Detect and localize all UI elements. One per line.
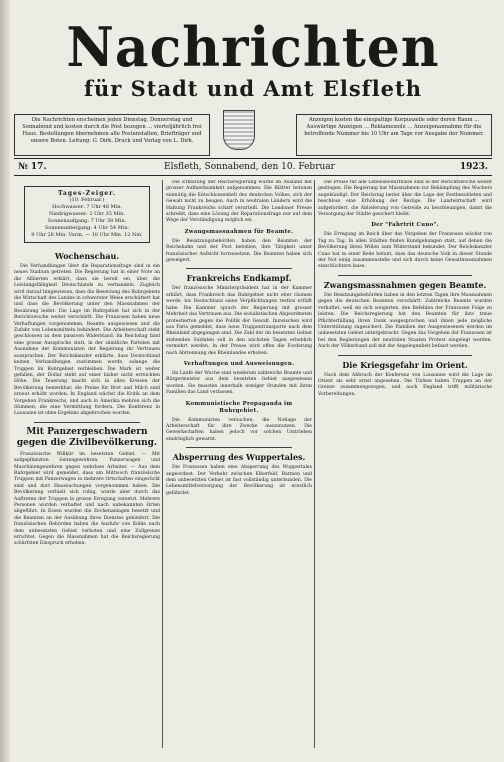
tages-zeiger-box xyxy=(24,186,150,243)
year: 1923. xyxy=(459,162,488,172)
tages-zeiger-line: (10. Februar.) xyxy=(69,197,105,203)
coat-of-arms-icon xyxy=(223,110,255,150)
issue-number: № 17. xyxy=(18,162,47,172)
tages-zeiger-line: Sonnenuntergang: 4 Uhr 54 Min. xyxy=(44,225,130,231)
article-text: Die Verhandlungen über die Reparationsfrage sind in ein neues Stadium getreten. Die Regierung hat in einer Note an die Alliierten erklärt, dass sie bereit sei, über die Leistungsfähigkeit Deutschlands zu verhandeln. Zugleich wird darauf hingewiesen, dass die Besetzung des Ruhrgebiets die Wirtschaft des Landes in schwerster Weise erschüttert hat und dass die Bevölkerung unter den Massnahmen der Besatzung leidet. Die Lage im Ruhrgebiet hat sich in der Berichtswoche weiter verschärft. Die Franzosen haben neue Verhaftungen vorgenommen, Beamte ausgewiesen und die Zufuhr von Lebensmitteln behindert. Die Arbeiterschaft steht geschlossen zu dem passiven Widerstand. Im Reichstag fand eine grosse Aussprache statt, in der sämtliche Parteien mit Ausnahme der Kommunisten der Regierung ihr Vertrauen aussprachen. Der Reichskanzler erklärte, dass Deutschland keinen Verhandlungen zustimmen werde, solange die Truppen im Ruhrgebiet verbleiben. Die Mark ist weiter gefallen, der Dollar steht auf einer bisher nicht erreichten Höhe. Die Teuerung macht sich in allen Kreisen der Bevölkerung bemerkbar, die Preise für Brot und Milch sind erneut erhöht worden. In England wächst die Kritik an dem Vorgehen Frankreichs, und auch in Amerika mehren sich die Stimmen, die eine Vermittlung fordern. Die Konferenz in Lausanne ist ohne Ergebnis abgebrochen worden. xyxy=(14,264,160,417)
column-1 xyxy=(14,180,160,748)
divider xyxy=(186,447,292,448)
advertising-info-box: Anzeigen kosten die einspaltige Korpuszeile oder deren Raum ... Auswärtige Anzeigen ... Reklamezeile ... Anzeigenannahme für die betreffende Nummer bis 10 Uhr am Tage vor Ausgabe der Nummer. xyxy=(296,114,492,156)
article-text: Im Laufe der Woche sind wiederum zahlreiche Beamte und Bürgermeister aus dem besetzten Gebiet ausgewiesen worden. Sie mussten innerhalb weniger Stunden mit ihren Familien das Land verlassen. xyxy=(166,370,312,396)
article-text: Der französische Ministerpräsident hat in der Kammer erklärt, dass Frankreich das Ruhrgebiet nicht eher räumen werde, bis Deutschland seine Verpflichtungen restlos erfüllt habe. Die Kammer sprach der Regierung mit grosser Mehrheit das Vertrauen aus. Die sozialistischen Abgeordneten protestierten gegen die Politik der Gewalt. Inzwischen wird aus Paris gemeldet, dass neue Truppentransporte nach dem Rheinland abgegangen sind. Die Zahl der im besetzten Gebiet stehenden Soldaten soll in den nächsten Tagen erheblich vermehrt werden. In der Presse wird offen die Forderung nach Abtrennung des Rheinlandes erhoben. xyxy=(166,286,312,356)
divider xyxy=(338,355,472,356)
divider xyxy=(34,422,140,423)
article-text: Nach dem Abbruch der Konferenz von Lausanne wird die Lage im Orient als sehr ernst angesehen. Die Türken haben Truppen an der Grenze zusammengezogen, und auch England trifft militärische Vorbereitungen. xyxy=(318,372,492,397)
article-text: Die Erregung im Reich über das Vorgehen der Franzosen wächst von Tag zu Tag. In allen Städten finden Kundgebungen statt, auf denen die Bevölkerung ihren Willen zum Widerstand bekundet. Der Reichskanzler Cuno hat in einer Rede betont, dass das deutsche Volk in dieser Stunde der Not einig zusammenstehe und sich durch keine Gewaltmassnahmen einschüchtern lasse. xyxy=(318,232,492,270)
newspaper-subtitle: für Stadt und Amt Elsfleth xyxy=(83,76,423,101)
tages-zeiger-line: Niedrigwasser: 2 Uhr 35 Min. xyxy=(48,211,125,217)
column-divider xyxy=(162,180,163,748)
tages-zeiger-line: Hochwasser: 7 Uhr 48 Min. xyxy=(51,204,123,210)
column-3 xyxy=(318,180,492,748)
place-date: Elsfleth, Sonnabend, den 10. Februar xyxy=(164,162,335,172)
newspaper-title: Nachrichten xyxy=(66,15,440,80)
article-text: Die Kommunisten versuchen, die Notlage der Arbeiterschaft für ihre Zwecke auszunutzen. Die Gewerkschaften haben jedoch vor solchen Umtrieben eindringlich gewarnt. xyxy=(166,417,312,442)
article-headline: Absperrung des Wuppertales. xyxy=(172,452,306,463)
subheading: Zwangsmassnahmen für Beamte. xyxy=(184,228,294,235)
divider xyxy=(338,275,472,276)
article-text: Die Besatzungsbehörden haben den Beamten der Reichsbahn und der Post befohlen, ihre Tätigkeit unter französischer Aufsicht fortzusetzen. Die Beamten haben sich geweigert. xyxy=(166,238,312,264)
article-text: Die Erklärung der Reichsregierung wurde im Ausland mit grosser Aufmerksamkeit aufgenommen. Die Blätter betonen einmütig die Entschlossenheit des deutschen Volkes, sich der Gewalt nicht zu beugen. Auch in neutralen Ländern wird die Haltung Frankreichs scharf verurteilt. Die Londoner Presse schreibt, dass eine Lösung der Reparationsfrage nur auf dem Wege der Verständigung möglich sei. xyxy=(166,180,312,224)
masthead xyxy=(14,15,492,120)
tages-zeiger-line: Sonnenaufgang: 7 Uhr 38 Min. xyxy=(47,218,127,224)
article-headline: Zwangsmassnahmen gegen Beamte. xyxy=(323,279,487,290)
subheading: Kommunistische Propaganda im Ruhrgebiet. xyxy=(185,400,293,414)
page-binding xyxy=(0,0,10,762)
article-text: Französische Willkür im besetzten Gebiet. — Mit aufgepflanzten Seitengewehren, Panzerwagen und Maschinengewehren gegen wehrlose Arbeiter. — Aus dem Ruhrgebiet wird gemeldet, dass am Mittwoch französische Truppen mit Panzerwagen in mehrere Ortschaften eingerückt sind und dort Haussuchungen vorgenommen haben. Die Bevölkerung verhielt sich ruhig, wurde aber durch das Auftreten der Truppen in grosse Erregung versetzt. Mehrere Personen wurden verhaftet und nach unbekannten Orten abgeführt. In Essen wurden die Zechenanlagen besetzt und die Beamten an der Ausübung ihres Dienstes gehindert. Die französischen Behörden haben die Ausfuhr von Kohle nach dem unbesetzten Gebiet verboten und eine Zollgrenze errichtet. Gegen die Massnahmen hat die Reichsregierung schärfsten Einspruch erhoben. xyxy=(14,451,160,547)
article-text: Die Preise für alle Lebensbedürfnisse sind in der Berichtswoche weiter gestiegen. Die Regierung hat Massnahmen zur Bekämpfung des Wuchers angekündigt. Der Reichstag beriet über die Lage der Festbesoldeten und beschloss eine Erhöhung der Bezüge. Die Landwirtschaft wird aufgefordert, die Ablieferung von Getreide zu beschleunigen, damit die Versorgung der Städte gesichert bleibt. xyxy=(318,180,492,218)
article-headline: Frankreichs Endkampf. xyxy=(186,273,292,284)
column-2 xyxy=(166,180,312,748)
divider xyxy=(186,268,292,269)
article-headline: Mit Panzergeschwadern gegen die Zivilbevölkerung. xyxy=(16,426,158,448)
section-heading: Wochenschau. xyxy=(54,251,120,261)
subscription-info-box: Die Nachrichten erscheinen jeden Dienstag, Donnerstag und Sonnabend und kosten durch die Post bezogen ... vierteljährlich frei Haus. Bestellungen übernehmen alle Postanstalten, Briefträger und unsere Boten. Leitung: G. Dirk. Druck und Verlag von L. Dirk. xyxy=(14,114,210,156)
article-text: Die Besatzungsbehörden haben in den letzten Tagen ihre Massnahmen gegen die deutschen Beamten verschärft. Zahlreiche Beamte wurden verhaftet, weil sie sich weigerten, den Befehlen der Franzosen Folge zu leisten. Die Reichsregierung hat den Beamten für ihre treue Pflichterfüllung ihren Dank ausgesprochen und ihnen jede mögliche Unterstützung zugesichert. Die Familien der Ausgewiesenen werden im unbesetzten Gebiet untergebracht. Gegen das Vorgehen der Franzosen ist bei den Regierungen der neutralen Staaten Protest eingelegt worden. Auch der Völkerbund soll mit der Angelegenheit befasst werden. xyxy=(318,292,492,350)
dateline xyxy=(14,158,492,176)
article-text: Die Franzosen haben eine Absperrung des Wuppertales angeordnet. Der Verkehr zwischen Elberfeld, Barmen und dem unbesetzten Gebiet ist fast vollständig unterbunden. Die Lebensmittelversorgung der Bevölkerung ist ernstlich gefährdet. xyxy=(166,465,312,496)
column-divider xyxy=(314,180,315,748)
subheading: Der "Fahrtrit Cuno". xyxy=(371,222,439,229)
article-headline: Die Kriegsgefahr im Orient. xyxy=(342,359,468,370)
tages-zeiger-title: Tages-Zeiger. xyxy=(58,190,116,197)
tages-zeiger-line: 9 Uhr 28 Min. Vorm. — 10 Uhr Min. 12 Nm. xyxy=(31,232,143,238)
subheading: Verhaftungen und Ausweisungen. xyxy=(183,360,295,367)
